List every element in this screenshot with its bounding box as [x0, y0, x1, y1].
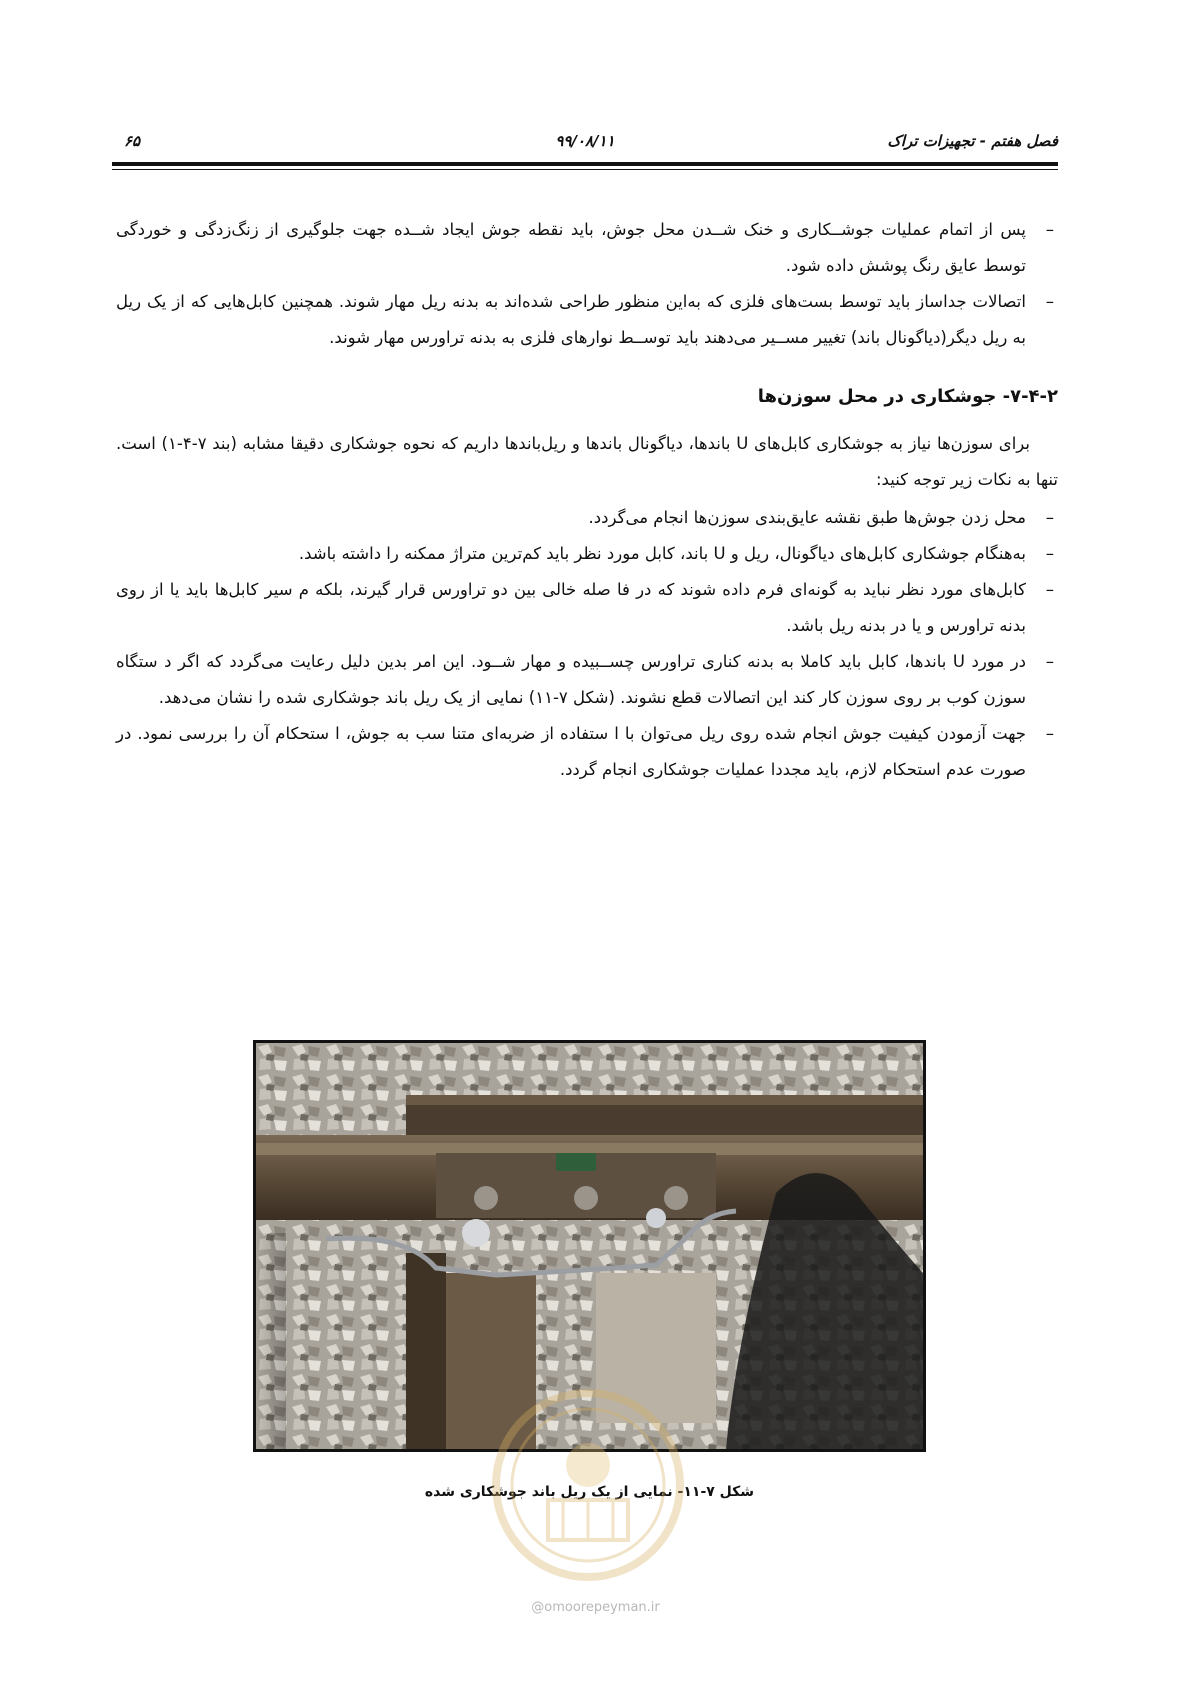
dash-bullet: – [1045, 220, 1054, 239]
list-item: – اتصالات جداساز باید توسط بست‌های فلزی که به‌این منظور طراحی شده‌اند به بدنه ریل مهار شوند. همچنین کابل‌هایی که از یک ریل به ریل دیگر(دیاگونال باند) تغییر مســیر می‌دهند باید توســط نوارهای فلزی به بدنه تراورس مهار شوند. [116, 284, 1058, 356]
list-item: – محل زدن جوش‌ها طبق نقشه عایق‌بندی سوزن‌ها انجام می‌گردد. [116, 500, 1058, 536]
dash-bullet: – [1045, 508, 1054, 527]
list-item: – پس از اتمام عملیات جوشــکاری و خنک شــدن محل جوش، باید نقطه جوش ایجاد شــده جهت جلوگیری از زنگ‌زدگی و خوردگی توسط عایق رنگ پوشش داده شود. [116, 212, 1058, 284]
header-rule-thick [112, 162, 1058, 166]
dash-bullet: – [1045, 544, 1054, 563]
caption-label: شکل ۷-۱۱- [677, 1484, 755, 1500]
list-item: – به‌هنگام جوشکاری کابل‌های دیاگونال، ریل و U باند، کابل مورد نظر باید کم‌ترین متراژ ممکنه را داشته باشد. [116, 536, 1058, 572]
page-header [112, 128, 1058, 156]
watermark-seal [488, 1385, 688, 1585]
bullet-list-1 [116, 212, 1058, 356]
list-item: – کابل‌های مورد نظر نباید به گونه‌ای فرم داده شوند که در فا صله خالی بین دو تراورس قرار گیرند، بلکه م سیر کابل‌ها باید یا از روی بدنه تراورس و یا در بدنه ریل باشد. [116, 572, 1058, 644]
chapter-title: فصل هفتم - تجهیزات تراک [887, 132, 1058, 150]
dash-bullet: – [1045, 292, 1054, 311]
dash-bullet: – [1045, 652, 1054, 671]
header-rule-thin [112, 169, 1058, 170]
caption-text: نمایی از یک ریل باند جوشکاری شده [424, 1484, 678, 1500]
dash-bullet: – [1045, 724, 1054, 743]
section-heading: ۷-۴-۲- جوشکاری در محل سوزن‌ها [757, 386, 1058, 407]
dash-bullet: – [1045, 580, 1054, 599]
list-item: – جهت آزمودن کیفیت جوش انجام شده روی ریل می‌توان با ا ستفاده از ضربه‌ای متنا سب به جوش، ا ستحکام آن را بررسی نمود. در صورت عدم استحکام لازم، باید مجددا عملیات جوشکاری انجام گردد. [116, 716, 1058, 788]
watermark-url: @omoorepeyman.ir [531, 1600, 660, 1615]
page-body [116, 212, 1058, 788]
page-number: ۶۵ [124, 132, 141, 150]
list-item: – در مورد U باندها، کابل باید کاملا به بدنه کناری تراورس چســبیده و مهار شــود. این امر بدین دلیل رعایت می‌گردد که اگر د ستگاه سوزن کوب بر روی سوزن کار کند این اتصالات قطع نشوند. (شکل ۷-۱۱) نمایی از یک ریل باند جوشکاری شده را نشان می‌دهد. [116, 644, 1058, 716]
bullet-list-2 [116, 500, 1058, 788]
intro-paragraph: برای سوزن‌ها نیاز به جوشکاری کابل‌های U باندها، دیاگونال باندها و ریل‌باندها داریم که نحوه جوشکاری دقیقا مشابه (بند ۷-۴-۱) است. تنها به نکات زیر توجه کنید: [116, 434, 1058, 489]
header-date: ۹۹/۰۸/۱۱ [555, 132, 615, 150]
